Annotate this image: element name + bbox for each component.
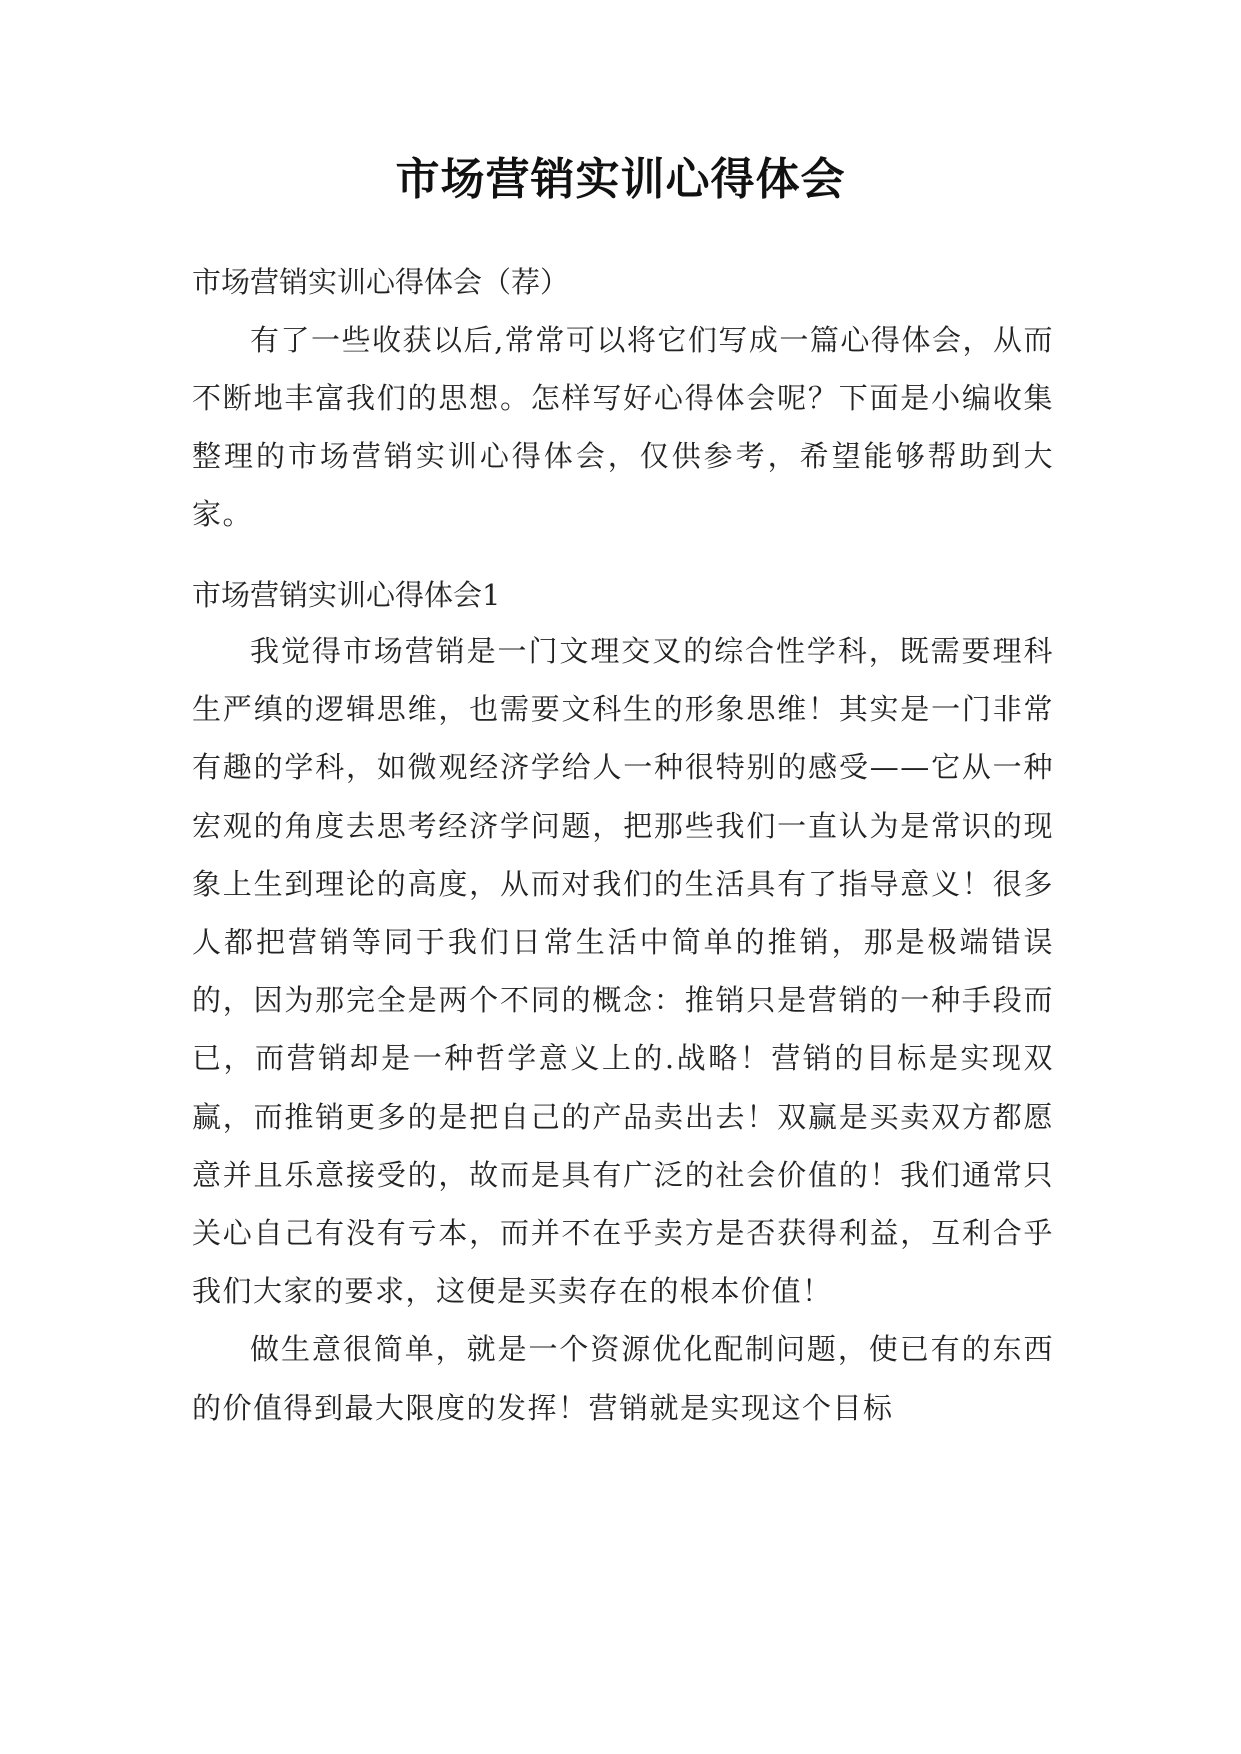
intro-section bbox=[192, 311, 1054, 543]
section1-heading: 市场营销实训心得体会1 bbox=[192, 578, 501, 612]
document-title: 市场营销实训心得体会 bbox=[395, 154, 846, 205]
intro-heading: 市场营销实训心得体会（荐） bbox=[192, 265, 570, 299]
section1-paragraph-1: 我觉得市场营销是一门文理交叉的综合性学科，既需要理科生严缜的逻辑思维，也需要文科生的形象思维！其实是一门非常有趣的学科，如微观经济学给人一种很特别的感受——它从一种宏观的角度去思考经济学问题，把那些我们一直认为是常识的现象上生到理论的高度，从而对我们的生活具有了指导意义！很多人都把营销等同于我们日常生活中简单的推销，那是极端错误的，因为那完全是两个不同的概念：推销只是营销的一种手段而已，而营销却是一种哲学意义上的.战略！营销的目标是实现双赢，而推销更多的是把自己的产品卖出去！双赢是买卖双方都愿意并且乐意接受的，故而是具有广泛的社会价值的！我们通常只关心自己有没有亏本，而并不在乎卖方是否获得利益，互利合乎我们大家的要求，这便是买卖存在的根本价值！ bbox=[192, 634, 1054, 1309]
section1-body bbox=[192, 622, 1054, 1437]
section1-paragraph-2: 做生意很简单，就是一个资源优化配制问题，使已有的东西的价值得到最大限度的发挥！营销就是实现这个目标 bbox=[192, 1332, 1054, 1425]
intro-paragraph: 有了一些收获以后,常常可以将它们写成一篇心得体会，从而不断地丰富我们的思想。怎样写好心得体会呢？下面是小编收集整理的市场营销实训心得体会，仅供参考，希望能够帮助到大家。 bbox=[192, 323, 1054, 531]
